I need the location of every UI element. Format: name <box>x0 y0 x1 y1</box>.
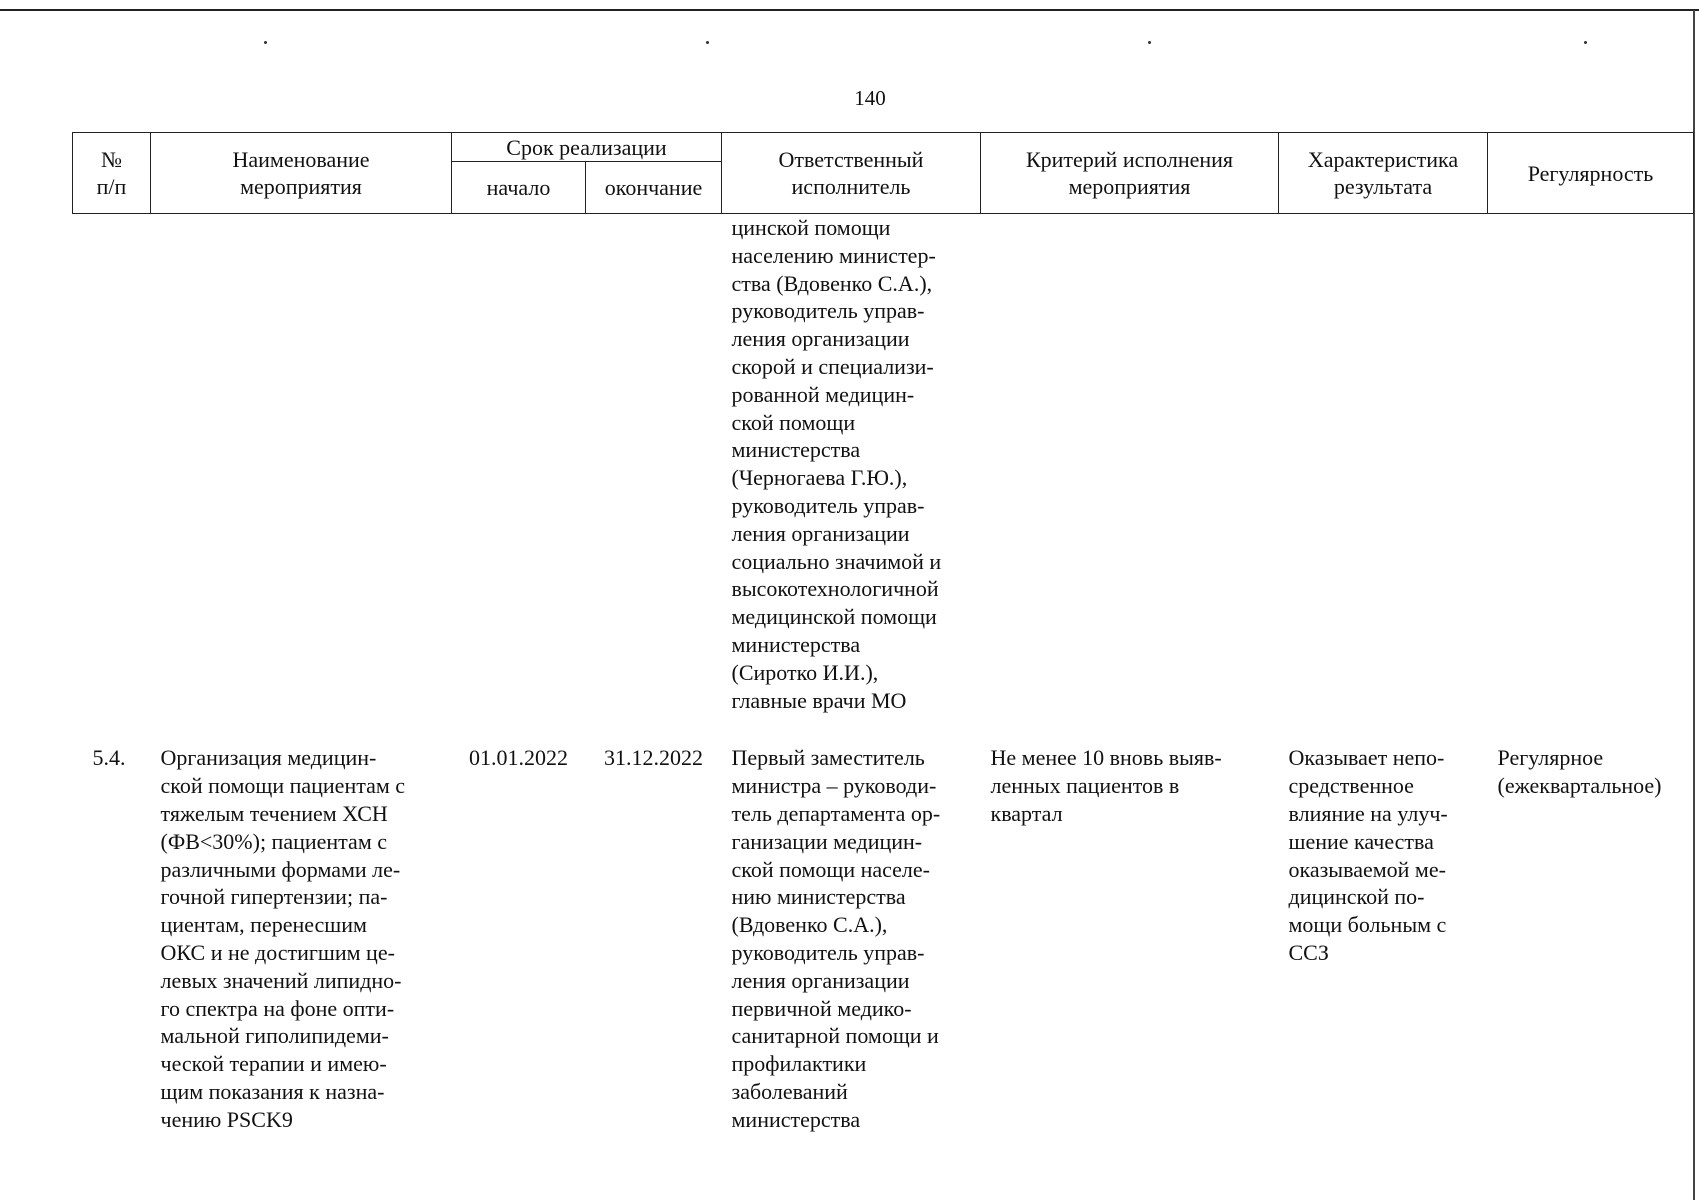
text-line: министерства <box>731 437 861 463</box>
text-line: гочной гипертензии; па- <box>160 884 388 910</box>
header-name <box>151 133 452 214</box>
text-line: дицинской по- <box>1288 884 1425 910</box>
text-line: ганизации медицин- <box>731 828 923 854</box>
row-end-cell <box>586 744 722 1133</box>
text-line: руководитель управ- <box>731 939 925 965</box>
text-line: (Сиротко И.И.), <box>731 659 879 685</box>
text-line: средственное <box>1288 773 1414 799</box>
text-line: ской помощи пациентам с <box>160 773 406 799</box>
text-line: министерства <box>731 631 861 657</box>
empty-cell <box>73 214 722 715</box>
text-line: мальной гиполипидеми- <box>160 1023 389 1049</box>
header-result-line: Характеристика <box>1307 147 1459 172</box>
text-line: цинской помощи <box>731 215 891 240</box>
text-line: ОКС и не достигшим це- <box>160 939 395 965</box>
text-line: Регулярное <box>1497 745 1604 771</box>
scan-speck <box>1584 41 1587 44</box>
text-line: нию министерства <box>731 884 906 910</box>
text-line: влияние на улуч- <box>1288 800 1448 826</box>
header-name-line: мероприятия <box>240 174 362 199</box>
text-line: ства (Вдовенко С.А.), <box>731 270 933 296</box>
text-line: министра – руководи- <box>731 773 937 799</box>
text-line: щим показания к назна- <box>160 1078 385 1104</box>
text-line: мощи больным с <box>1288 912 1447 938</box>
scan-speck <box>1148 41 1151 44</box>
text-line: первичной медико- <box>731 995 912 1021</box>
text-line: высокотехнологичной <box>731 576 939 602</box>
text-line: санитарной помощи и <box>731 1023 939 1049</box>
text-line: Организация медицин- <box>160 745 377 771</box>
text-line: социально значимой и <box>731 548 942 574</box>
text-line: квартал <box>990 800 1063 826</box>
text-line: рованной медицин- <box>731 381 915 407</box>
continuation-responsible-text <box>722 214 981 714</box>
text-line: различными формами ле- <box>160 856 401 882</box>
text-line: профилактики <box>731 1051 867 1077</box>
header-result-line: результата <box>1333 174 1433 199</box>
text-line: тель департамента ор- <box>731 800 941 826</box>
text-line: ления организации <box>731 967 910 993</box>
continuation-row <box>73 214 1694 715</box>
text-line: ческой терапии и имею- <box>160 1051 387 1077</box>
header-responsible-line: исполнитель <box>791 174 911 199</box>
row-num-cell <box>73 744 151 1133</box>
row-end-date: 31.12.2022 <box>604 745 703 771</box>
text-line: шение качества <box>1288 828 1434 854</box>
text-line: (ФВ<30%); пациентам с <box>160 828 388 854</box>
row-start-cell <box>452 744 586 1133</box>
text-line: ления организации <box>731 326 910 352</box>
text-line: Оказывает непо- <box>1288 745 1445 771</box>
row-num: 5.4. <box>92 745 126 771</box>
row-responsible-text <box>722 744 981 1133</box>
text-line: министерства <box>731 1106 861 1132</box>
header-responsible-line: Ответственный <box>778 147 924 172</box>
scan-speck <box>264 41 267 44</box>
text-line: ской помощи населе- <box>731 856 931 882</box>
text-line: (ежеквартальное) <box>1497 773 1662 799</box>
row-criterion-text <box>981 744 1279 827</box>
empty-cell <box>981 214 1694 715</box>
row-name-cell <box>151 744 452 1133</box>
text-line: (Черногаева Г.Ю.), <box>731 465 908 491</box>
text-line: ской помощи <box>731 409 856 435</box>
header-result <box>1279 133 1488 214</box>
row-result-cell <box>1279 744 1488 1133</box>
text-line: скорой и специализи- <box>731 353 934 379</box>
text-line: населению министер- <box>731 242 936 268</box>
row-result-text <box>1279 744 1488 966</box>
header-criterion <box>981 133 1279 214</box>
text-line: циентам, перенесшим <box>160 912 367 938</box>
text-line: руководитель управ- <box>731 492 925 518</box>
row-responsible-cell <box>722 744 981 1133</box>
text-line: го спектра на фоне опти- <box>160 995 395 1021</box>
row-start-date: 01.01.2022 <box>469 745 568 771</box>
header-name-line: Наименование <box>232 147 370 172</box>
text-line: левых значений липидно- <box>160 967 402 993</box>
table-row <box>73 744 1694 1133</box>
text-line: Первый заместитель <box>731 745 925 771</box>
row-spacer <box>73 714 1694 744</box>
header-responsible <box>722 133 981 214</box>
row-regularity-text <box>1488 744 1694 800</box>
measures-table <box>72 132 1694 1134</box>
row-name-text <box>151 744 452 1133</box>
text-line: Не менее 10 вновь выяв- <box>990 745 1222 771</box>
row-regularity-cell <box>1488 744 1694 1133</box>
text-line: (Вдовенко С.А.), <box>731 912 888 938</box>
text-line: оказываемой ме- <box>1288 856 1446 882</box>
top-border-line <box>0 9 1699 11</box>
scan-speck <box>706 41 709 44</box>
text-line: ССЗ <box>1288 939 1329 965</box>
header-end: окончание <box>586 162 722 214</box>
header-start: начало <box>452 162 586 214</box>
header-period: Срок реализации <box>452 133 722 162</box>
header-num-line: № <box>101 147 122 172</box>
text-line: руководитель управ- <box>731 298 925 324</box>
header-criterion-line: Критерий исполнения <box>1025 147 1234 172</box>
header-regularity: Регулярность <box>1488 133 1694 214</box>
header-num <box>73 133 151 214</box>
row-criterion-cell <box>981 744 1279 1133</box>
page-number: 140 <box>854 86 886 110</box>
text-line: чению PSCK9 <box>160 1106 293 1132</box>
text-line: заболеваний <box>731 1078 848 1104</box>
text-line: медицинской помощи <box>731 604 937 630</box>
header-num-line: п/п <box>96 174 127 199</box>
continuation-responsible-cell <box>722 214 981 715</box>
text-line: ленных пациентов в <box>990 773 1180 799</box>
text-line: главные врачи МО <box>731 687 907 713</box>
header-criterion-line: мероприятия <box>1068 174 1191 199</box>
text-line: тяжелым течением ХСН <box>160 800 388 826</box>
text-line: ления организации <box>731 520 910 546</box>
